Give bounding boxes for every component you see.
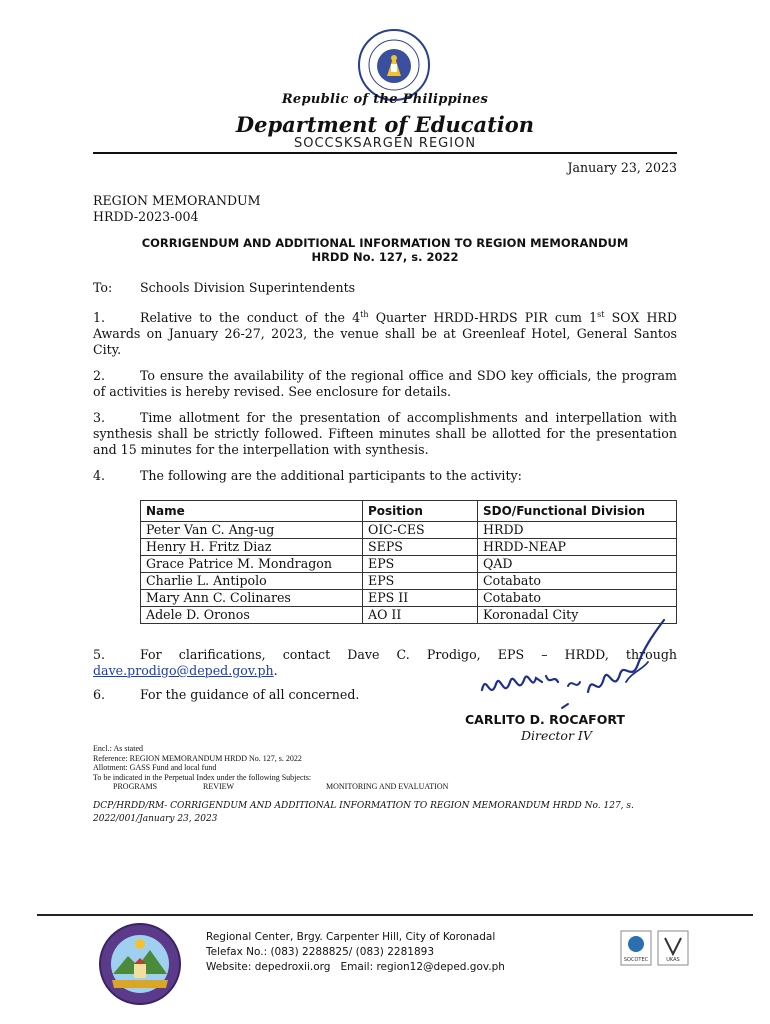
table-row	[141, 590, 677, 607]
participants-table	[140, 500, 677, 624]
paragraph-1-text-a: Relative to the conduct of the 4	[140, 310, 361, 325]
signatory-name: CARLITO D. ROCAFORT	[465, 712, 625, 727]
paragraph-6-text: For the guidance of all concerned.	[140, 687, 360, 702]
paragraph-number: 3.	[93, 410, 106, 425]
memo-title-line2: HRDD No. 127, s. 2022	[311, 250, 459, 264]
recipient: Schools Division Superintendents	[140, 280, 356, 295]
table-cell: Grace Patrice M. Mondragon	[141, 556, 363, 573]
enclosure-notes	[93, 744, 311, 782]
memo-title-line1: CORRIGENDUM AND ADDITIONAL INFORMATION TO REGION MEMORANDUM	[141, 236, 629, 250]
header-divider	[93, 152, 677, 154]
paragraph-4	[93, 468, 677, 484]
to-label: To:	[93, 280, 113, 295]
footer-divider	[37, 914, 753, 916]
region-heading: SOCCSKSARGEN REGION	[293, 136, 477, 151]
department-heading: Department of Education	[235, 112, 535, 137]
paragraph-5-text: For clarifications, contact Dave C. Prodigo, EPS – HRDD, through	[140, 647, 677, 662]
cert-label-text: SOCOTEC	[623, 957, 649, 963]
paragraph-2-text: To ensure the availability of the regional office and SDO key officials, the program of activities is hereby revised. See enclosure for details.	[93, 368, 677, 399]
signatory-position: Director IV	[521, 728, 592, 743]
table-cell: HRDD-NEAP	[478, 539, 677, 556]
table-row	[141, 539, 677, 556]
paragraph-number: 2.	[93, 368, 106, 383]
paragraph-3-text: Time allotment for the presentation of accomplishments and interpellation with synthesis shall be strictly followed. Fifteen minutes shall be allotted for the presentation and 15 minutes for the interpellation with synthesis.	[93, 410, 677, 457]
table-cell: Peter Van C. Ang-ug	[141, 522, 363, 539]
reference-line: Reference: REGION MEMORANDUM HRDD No. 127, s. 2022	[93, 753, 302, 763]
footer-web-email	[206, 960, 505, 975]
paragraph-4-text: The following are the additional participants to the activity:	[140, 468, 522, 483]
table-cell: Adele D. Oronos	[141, 607, 363, 624]
contact-email-link[interactable]: dave.prodigo@deped.gov.ph	[93, 663, 274, 678]
footer-email: Email: region12@deped.gov.ph	[340, 961, 505, 973]
column-header-division: SDO/Functional Division	[478, 501, 677, 522]
table-cell: Koronadal City	[478, 607, 677, 624]
subject-list	[93, 782, 448, 792]
ukas-label-text: UKAS	[666, 957, 680, 963]
subject-item: MONITORING AND EVALUATION	[326, 782, 449, 791]
table-cell: EPS	[363, 556, 478, 573]
memo-date: January 23, 2023	[567, 160, 677, 175]
deped-seal-icon	[357, 28, 431, 102]
memo-type: REGION MEMORANDUM	[93, 193, 261, 208]
column-header-position: Position	[363, 501, 478, 522]
table-cell: OIC-CES	[363, 522, 478, 539]
subject-item: REVIEW	[203, 782, 235, 791]
footer-address: Regional Center, Brgy. Carpenter Hill, City of Koronadal	[206, 931, 496, 943]
table-cell: Cotabato	[478, 573, 677, 590]
paragraph-number: 4.	[93, 468, 106, 483]
footer-telefax: Telefax No.: (083) 2288825/ (083) 2281893	[206, 946, 435, 958]
ordinal-th: th	[360, 309, 369, 319]
footer-contact	[206, 930, 505, 975]
paragraph-2	[93, 368, 677, 400]
paragraph-number: 1.	[93, 310, 106, 325]
regional-office-seal-icon	[98, 922, 182, 1006]
iso-certification-badge-icon	[620, 930, 692, 972]
ordinal-st: st	[597, 309, 605, 319]
table-row	[141, 556, 677, 573]
paragraph-3	[93, 410, 677, 458]
signature-image	[476, 612, 676, 722]
table-header-row	[141, 501, 677, 522]
table-row	[141, 522, 677, 539]
table-cell: EPS II	[363, 590, 478, 607]
paragraph-1	[93, 310, 677, 358]
allotment-line: Allotment: GASS Fund and local fund	[93, 763, 217, 772]
paragraph-1-text-c: SOX HRD Awards on January 26-27, 2023, the venue shall be at Greenleaf Hotel, General Santos City.	[93, 310, 678, 357]
republic-heading: Republic of the Philippines	[281, 92, 489, 107]
paragraph-number: 6.	[93, 687, 106, 702]
table-cell: Charlie L. Antipolo	[141, 573, 363, 590]
column-header-name: Name	[141, 501, 363, 522]
memo-number: HRDD-2023-004	[93, 209, 199, 224]
memo-id-block	[93, 193, 261, 225]
table-cell: HRDD	[478, 522, 677, 539]
table-cell: Henry H. Fritz Diaz	[141, 539, 363, 556]
paragraph-5-end: .	[273, 663, 278, 678]
table-row	[141, 573, 677, 590]
footer-website: Website: depedroxii.org	[206, 961, 331, 973]
recipient-line	[93, 280, 355, 296]
table-cell: EPS	[363, 573, 478, 590]
paragraph-1-text-b: Quarter HRDD-HRDS PIR cum 1	[368, 310, 598, 325]
enclosure-line: Encl.: As stated	[93, 744, 143, 753]
memo-title	[93, 236, 677, 264]
table-cell: Mary Ann C. Colinares	[141, 590, 363, 607]
table-cell: SEPS	[363, 539, 478, 556]
subject-item: PROGRAMS	[113, 782, 158, 791]
document-control-code: DCP/HRDD/RM- CORRIGENDUM AND ADDITIONAL INFORMATION TO REGION MEMORANDUM HRDD No. 127, s. 2022/001/January 23, 2023	[93, 801, 634, 824]
index-line: To be indicated in the Perpetual Index under the following Subjects:	[93, 772, 312, 782]
paragraph-number: 5.	[93, 647, 106, 662]
table-cell: Cotabato	[478, 590, 677, 607]
table-cell: AO II	[363, 607, 478, 624]
table-cell: QAD	[478, 556, 677, 573]
